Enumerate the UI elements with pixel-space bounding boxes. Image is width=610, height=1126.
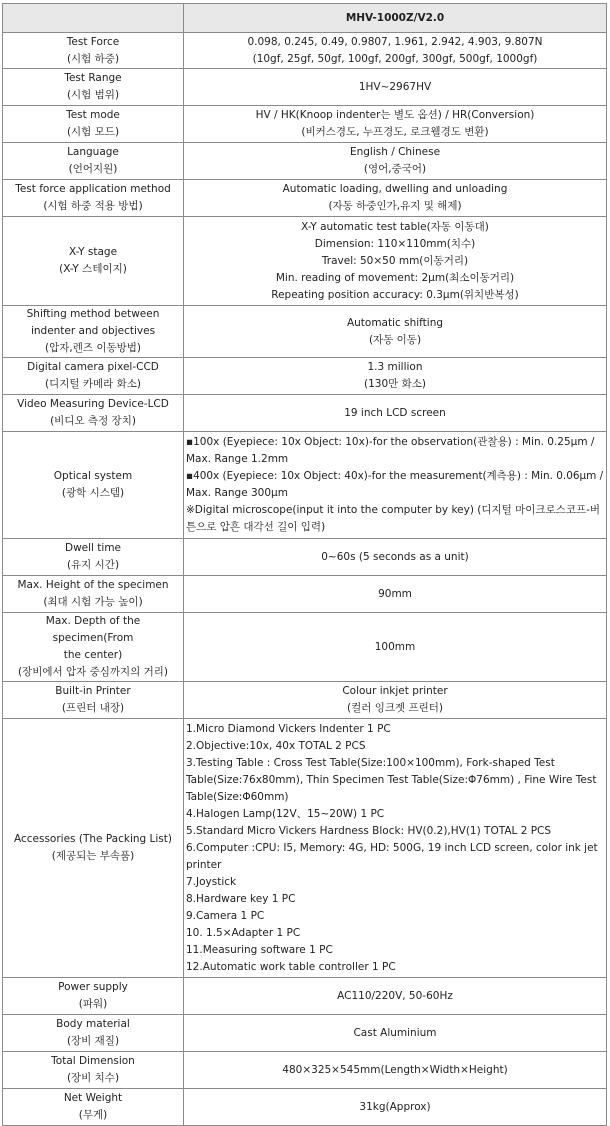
label-line: (제공되는 부속품) <box>51 850 135 862</box>
spec-value <box>184 358 607 395</box>
spec-label <box>3 306 184 358</box>
value-line: 튼으로 압흔 대각선 길이 입력) <box>186 521 326 533</box>
label-line: (압자,렌즈 이동방법) <box>44 342 141 354</box>
value-line: 480×325×545mm(Length×Width×Height) <box>282 1063 508 1076</box>
header-blank-cell <box>3 4 184 33</box>
header-row <box>3 4 607 33</box>
value-line: 0~60s (5 seconds as a unit) <box>321 550 469 563</box>
spec-label <box>3 217 184 306</box>
value-line: 12.Automatic work table controller 1 PC <box>186 960 396 973</box>
spec-value <box>184 69 607 106</box>
label-line: (프린터 내장) <box>61 702 125 714</box>
spec-row-test-mode <box>3 106 607 143</box>
spec-label <box>3 1089 184 1126</box>
value-line: 1.Micro Diamond Vickers Indenter 1 PC <box>186 722 391 735</box>
spec-row-dwell-time <box>3 539 607 576</box>
spec-value <box>184 432 607 539</box>
spec-value <box>184 978 607 1015</box>
spec-label <box>3 576 184 613</box>
spec-label <box>3 395 184 432</box>
spec-value <box>184 217 607 306</box>
value-line: Table(Size:76x80mm), Thin Specimen Test Table(Size:Φ76mm) , Fine Wire Test <box>186 773 597 786</box>
value-line: (10gf, 25gf, 50gf, 100gf, 200gf, 300gf, 500gf, 1000gf) <box>252 52 538 65</box>
label-line: Test Force <box>66 35 120 48</box>
spec-value <box>184 306 607 358</box>
label-line: (유지 시간) <box>66 559 120 571</box>
value-line: (컬러 잉크젯 프린터) <box>346 702 443 714</box>
value-line: 3.Testing Table : Cross Test Table(Size:100×100mm), Fork-shaped Test <box>186 756 555 769</box>
label-line: (비디오 측정 장치) <box>50 415 136 427</box>
label-line: Optical system <box>53 470 133 482</box>
value-line: Dimension: 110×110mm(치수) <box>314 237 476 250</box>
label-line: Shifting method between <box>26 308 160 320</box>
value-line: Max. Range 300μm <box>186 487 288 499</box>
label-line: (시험 모드) <box>66 126 120 138</box>
label-line: (X-Y 스테이지) <box>59 263 127 275</box>
spec-row-printer <box>3 682 607 719</box>
value-line: Repeating position accuracy: 0.3μm(위치반복성) <box>271 288 519 301</box>
value-line: ▪400x (Eyepiece: 10x Object: 40x)-for the measurement(계측용) : Min. 0.06μm / <box>186 470 604 482</box>
label-line: Built-in Printer <box>55 685 131 697</box>
label-line: Video Measuring Device-LCD <box>17 398 169 410</box>
spec-value <box>184 33 607 69</box>
label-line: Test force application method <box>15 183 171 195</box>
value-line: 90mm <box>378 587 412 600</box>
value-line: 11.Measuring software 1 PC <box>186 943 333 956</box>
label-line: (파워) <box>78 998 108 1010</box>
spec-row-power-supply <box>3 978 607 1015</box>
value-line: Automatic loading, dwelling and unloading <box>282 183 508 195</box>
value-line: 10. 1.5×Adapter 1 PC <box>186 926 301 939</box>
value-line: 6.Computer :CPU: I5, Memory: 4G, HD: 500G, 19 inch LCD screen, color ink jet <box>186 841 598 854</box>
value-line: AC110/220V, 50-60Hz <box>337 989 453 1002</box>
value-line: 0.098, 0.245, 0.49, 0.9807, 1.961, 2.942, 4.903, 9.807N <box>247 35 543 48</box>
spec-row-total-dimension <box>3 1052 607 1089</box>
value-line: 4.Halogen Lamp(12V、15~20W) 1 PC <box>186 807 385 820</box>
spec-label <box>3 1052 184 1089</box>
value-line: X-Y automatic test table(자동 이동대) <box>301 220 489 233</box>
spec-row-max-height <box>3 576 607 613</box>
value-line: 100mm <box>374 640 416 653</box>
value-line: ▪100x (Eyepiece: 10x Object: 10x)-for the observation(관찰용) : Min. 0.25μm / <box>186 436 595 448</box>
label-line: Digital camera pixel-CCD <box>27 361 159 373</box>
label-line: X-Y stage <box>68 246 118 258</box>
value-line: Table(Size:Φ60mm) <box>186 790 289 803</box>
spec-label <box>3 539 184 576</box>
value-line: Max. Range 1.2mm <box>186 453 289 465</box>
label-line: (시험 하중 적용 방법) <box>43 200 143 212</box>
value-line: 1.3 million <box>367 361 423 373</box>
spec-label <box>3 33 184 69</box>
spec-row-test-force <box>3 33 607 69</box>
value-line: English / Chinese <box>349 146 441 158</box>
value-line: Travel: 50×50 mm(이동거리) <box>321 254 469 267</box>
value-line: printer <box>186 858 222 871</box>
spec-table <box>2 3 607 1126</box>
value-line: ※Digital microscope(input it into the computer by key) (디지털 마이크로스코프-버 <box>186 504 601 516</box>
label-line: (시험 하중) <box>66 52 120 65</box>
label-line: the center) <box>63 649 123 661</box>
spec-value <box>184 1052 607 1089</box>
label-line: Accessories (The Packing List) <box>13 833 172 845</box>
spec-value <box>184 143 607 180</box>
label-line: Test Range <box>64 72 122 84</box>
value-line: Automatic shifting <box>346 316 444 329</box>
label-line: (최대 시험 가능 높이) <box>43 596 143 608</box>
label-line: (장비에서 압자 중심까지의 거리) <box>17 666 169 678</box>
spec-label <box>3 143 184 180</box>
spec-row-test-force-method <box>3 180 607 217</box>
spec-row-accessories <box>3 719 607 978</box>
label-line: (디지털 카메라 화소) <box>44 378 141 390</box>
spec-label <box>3 682 184 719</box>
spec-value <box>184 1015 607 1052</box>
label-line: Language <box>67 146 119 158</box>
value-line: 7.Joystick <box>186 875 237 888</box>
label-line: (무게) <box>78 1109 108 1121</box>
value-line: 1HV~2967HV <box>358 80 432 93</box>
value-line: 5.Standard Micro Vickers Hardness Block: HV(0.2),HV(1) TOTAL 2 PCS <box>186 824 552 837</box>
spec-value <box>184 613 607 682</box>
value-line: 8.Hardware key 1 PC <box>186 892 296 905</box>
label-line: (언어지원) <box>68 163 118 175</box>
value-line: HV / HK(Knoop indenter는 별도 옵션) / HR(Conversion) <box>255 109 535 121</box>
label-line: (시험 범위) <box>66 89 120 101</box>
spec-label <box>3 613 184 682</box>
spec-value <box>184 682 607 719</box>
spec-value <box>184 106 607 143</box>
label-line: indenter and objectives <box>30 325 156 337</box>
spec-label <box>3 106 184 143</box>
spec-label <box>3 978 184 1015</box>
spec-row-test-range <box>3 69 607 106</box>
label-line: (광학 시스템) <box>61 487 125 499</box>
spec-value <box>184 719 607 978</box>
spec-row-shifting-method <box>3 306 607 358</box>
value-line: 31kg(Approx) <box>359 1100 431 1113</box>
spec-value <box>184 395 607 432</box>
value-line: 19 inch LCD screen <box>344 406 446 419</box>
spec-row-video-device <box>3 395 607 432</box>
value-line: (자동 이동) <box>368 333 422 346</box>
spec-row-max-depth <box>3 613 607 682</box>
spec-label <box>3 180 184 217</box>
spec-row-camera-pixel <box>3 358 607 395</box>
spec-row-xy-stage <box>3 217 607 306</box>
label-line: Dwell time <box>64 542 122 554</box>
spec-label <box>3 69 184 106</box>
spec-value <box>184 539 607 576</box>
spec-value <box>184 180 607 217</box>
label-line: Test mode <box>66 109 120 121</box>
value-line: 2.Objective:10x, 40x TOTAL 2 PCS <box>186 739 366 752</box>
spec-label <box>3 719 184 978</box>
value-line: Colour inkjet printer <box>342 685 448 697</box>
label-line: (장비 재질) <box>66 1035 120 1047</box>
spec-row-optical-system <box>3 432 607 539</box>
value-line: (영어,중국어) <box>363 163 427 175</box>
value-line: 9.Camera 1 PC <box>186 909 265 922</box>
value-line: Cast Aluminium <box>353 1026 437 1039</box>
label-line: Net Weight <box>63 1092 123 1104</box>
label-line: Max. Height of the specimen <box>17 579 169 591</box>
value-line: (비커스경도, 누프경도, 로크웰경도 변환) <box>301 126 489 138</box>
spec-value <box>184 576 607 613</box>
spec-label <box>3 358 184 395</box>
spec-label <box>3 1015 184 1052</box>
spec-label <box>3 432 184 539</box>
label-line: Total Dimension <box>51 1055 135 1067</box>
value-line: Min. reading of movement: 2μm(최소이동거리) <box>275 271 515 284</box>
label-line: Max. Depth of the specimen(From <box>45 615 141 644</box>
label-line: Body material <box>56 1018 130 1030</box>
value-line: (130만 화소) <box>363 378 426 390</box>
spec-row-body-material <box>3 1015 607 1052</box>
label-line: (장비 치수) <box>66 1072 120 1084</box>
spec-value <box>184 1089 607 1126</box>
value-line: (자동 하중인가,유지 및 해제) <box>328 200 462 212</box>
label-line: Power supply <box>58 981 128 993</box>
spec-row-language <box>3 143 607 180</box>
model-name: MHV-1000Z/V2.0 <box>184 4 607 33</box>
spec-row-net-weight <box>3 1089 607 1126</box>
